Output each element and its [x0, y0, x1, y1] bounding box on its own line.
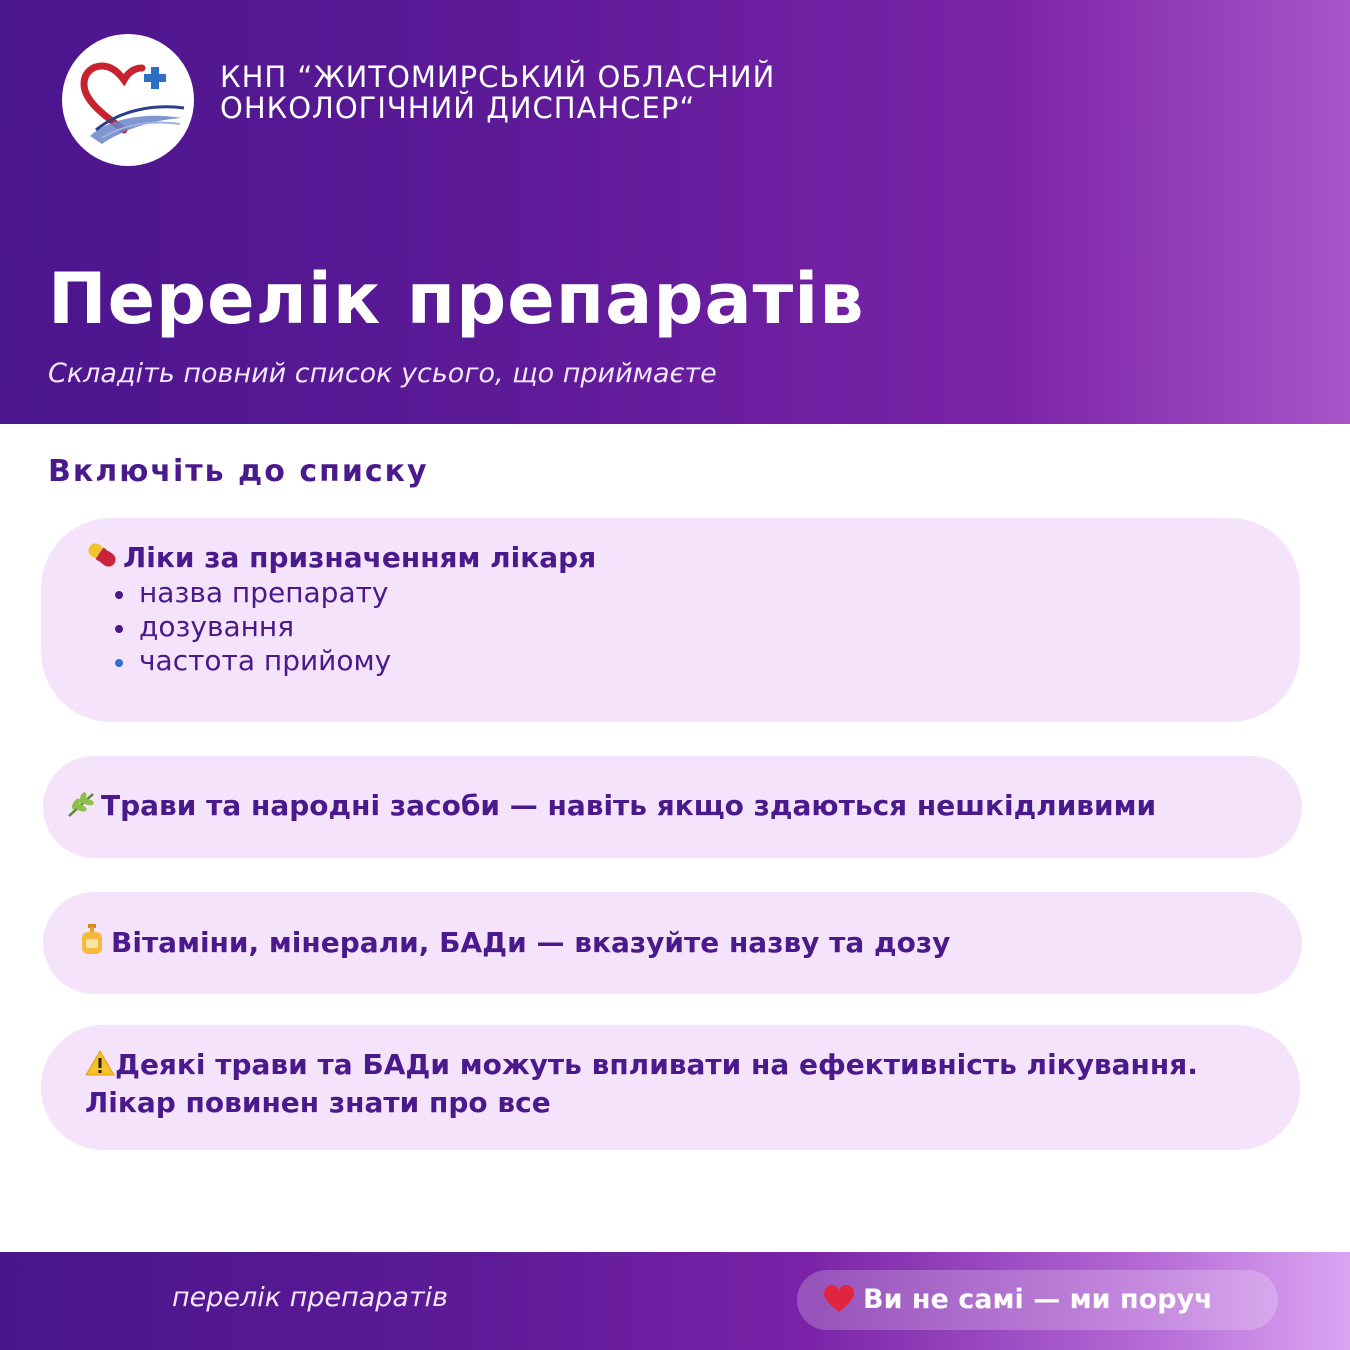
- card-warning: [41, 1025, 1300, 1150]
- card-prescribed-medicines: [41, 518, 1300, 722]
- card-title-row: [77, 923, 950, 963]
- card-title: Трави та народні засоби — навіть якщо здаються нешкідливими: [101, 789, 1157, 822]
- list-item: дозування: [115, 610, 391, 644]
- card-herbs: [43, 756, 1302, 858]
- warning-text: [85, 1047, 1198, 1120]
- footer-bar: [0, 1252, 1350, 1350]
- bullet-list: [115, 576, 391, 678]
- page-subtitle: Складіть повний список усього, що приймаєте: [48, 358, 717, 389]
- bullet-dot: [115, 659, 123, 667]
- card-title-row: [65, 789, 1156, 826]
- header-banner: [0, 0, 1350, 424]
- support-pill: [797, 1270, 1278, 1330]
- herb-icon: [65, 790, 97, 826]
- footer-label: перелік препаратів: [172, 1282, 449, 1313]
- section-heading: Включіть до списку: [48, 454, 429, 489]
- warning-line2: Лікар повинен знати про все: [85, 1086, 551, 1119]
- bullet-dot: [115, 591, 123, 599]
- card-vitamins: [43, 892, 1302, 994]
- org-name-line1: КНП “ЖИТОМИРСЬКИЙ ОБЛАСНИЙ: [220, 60, 776, 94]
- heart-cross-logo-icon: [62, 34, 194, 166]
- list-item: назва препарату: [115, 576, 391, 610]
- bullet-dot: [115, 625, 123, 633]
- page-title: Перелік препаратів: [48, 258, 865, 340]
- card-title: Вітаміни, мінерали, БАДи — вказуйте назву та дозу: [111, 926, 951, 959]
- bottle-icon: [77, 923, 107, 963]
- pill-icon: [85, 540, 119, 578]
- list-item: частота прийому: [115, 644, 391, 678]
- heart-icon: [823, 1284, 855, 1318]
- warning-line1: Деякі трави та БАДи можуть впливати на ефективність лікування.: [115, 1048, 1198, 1081]
- organization-name: [220, 62, 775, 124]
- card-title-row: [85, 540, 596, 578]
- card-title: Ліки за призначенням лікаря: [123, 541, 597, 574]
- logo: [62, 34, 194, 166]
- org-name-line2: ОНКОЛОГІЧНИЙ ДИСПАНСЕР“: [220, 91, 696, 125]
- warning-icon: [85, 1049, 115, 1085]
- support-text: Ви не самі — ми поруч: [863, 1284, 1213, 1315]
